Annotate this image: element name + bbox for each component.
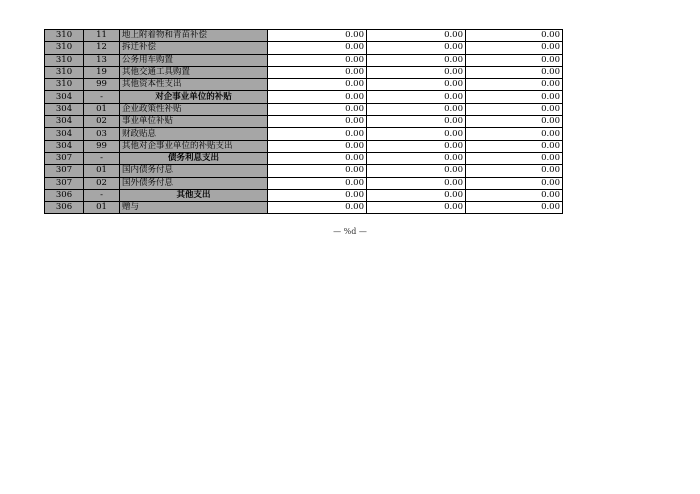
class-code-cell: 304 xyxy=(45,116,84,128)
amount-cell-1: 0.00 xyxy=(268,202,367,214)
item-name-cell: 拆迁补偿 xyxy=(120,42,268,54)
item-code-cell: 02 xyxy=(84,116,120,128)
item-name-cell: 公务用车购置 xyxy=(120,54,268,66)
item-code-cell: 13 xyxy=(84,54,120,66)
amount-cell-2: 0.00 xyxy=(367,152,466,164)
table-row xyxy=(45,54,563,66)
item-code-cell: 99 xyxy=(84,79,120,91)
table-row xyxy=(45,202,563,214)
table-row xyxy=(45,66,563,78)
item-code-cell: - xyxy=(84,91,120,103)
amount-cell-3: 0.00 xyxy=(466,66,563,78)
amount-cell-2: 0.00 xyxy=(367,140,466,152)
budget-table xyxy=(44,29,563,214)
amount-cell-2: 0.00 xyxy=(367,103,466,115)
item-name-cell: 其他支出 xyxy=(120,189,268,201)
amount-cell-1: 0.00 xyxy=(268,165,367,177)
item-name-cell: 地上附着物和青苗补偿 xyxy=(120,30,268,42)
class-code-cell: 310 xyxy=(45,66,84,78)
class-code-cell: 306 xyxy=(45,202,84,214)
item-code-cell: 02 xyxy=(84,177,120,189)
class-code-cell: 307 xyxy=(45,152,84,164)
class-code-cell: 306 xyxy=(45,189,84,201)
amount-cell-2: 0.00 xyxy=(367,202,466,214)
item-name-cell: 债务利息支出 xyxy=(120,152,268,164)
class-code-cell: 304 xyxy=(45,91,84,103)
item-code-cell: 19 xyxy=(84,66,120,78)
table-row xyxy=(45,128,563,140)
item-code-cell: 12 xyxy=(84,42,120,54)
amount-cell-1: 0.00 xyxy=(268,140,367,152)
item-name-cell: 事业单位补贴 xyxy=(120,116,268,128)
class-code-cell: 307 xyxy=(45,177,84,189)
item-code-cell: 01 xyxy=(84,202,120,214)
class-code-cell: 310 xyxy=(45,54,84,66)
item-name-cell: 赠与 xyxy=(120,202,268,214)
amount-cell-1: 0.00 xyxy=(268,30,367,42)
amount-cell-3: 0.00 xyxy=(466,30,563,42)
item-code-cell: - xyxy=(84,152,120,164)
table-row xyxy=(45,177,563,189)
amount-cell-2: 0.00 xyxy=(367,42,466,54)
amount-cell-3: 0.00 xyxy=(466,189,563,201)
class-code-cell: 310 xyxy=(45,79,84,91)
table-row xyxy=(45,42,563,54)
table-row xyxy=(45,189,563,201)
amount-cell-2: 0.00 xyxy=(367,177,466,189)
table-row xyxy=(45,116,563,128)
amount-cell-2: 0.00 xyxy=(367,66,466,78)
amount-cell-1: 0.00 xyxy=(268,152,367,164)
table-row xyxy=(45,140,563,152)
item-code-cell: - xyxy=(84,189,120,201)
amount-cell-1: 0.00 xyxy=(268,42,367,54)
amount-cell-1: 0.00 xyxy=(268,189,367,201)
amount-cell-2: 0.00 xyxy=(367,30,466,42)
amount-cell-1: 0.00 xyxy=(268,54,367,66)
amount-cell-2: 0.00 xyxy=(367,189,466,201)
class-code-cell: 307 xyxy=(45,165,84,177)
amount-cell-3: 0.00 xyxy=(466,165,563,177)
amount-cell-1: 0.00 xyxy=(268,116,367,128)
item-name-cell: 企业政策性补贴 xyxy=(120,103,268,115)
amount-cell-1: 0.00 xyxy=(268,177,367,189)
amount-cell-3: 0.00 xyxy=(466,103,563,115)
table-row xyxy=(45,165,563,177)
class-code-cell: 304 xyxy=(45,103,84,115)
item-code-cell: 03 xyxy=(84,128,120,140)
amount-cell-2: 0.00 xyxy=(367,165,466,177)
class-code-cell: 310 xyxy=(45,30,84,42)
class-code-cell: 304 xyxy=(45,140,84,152)
amount-cell-2: 0.00 xyxy=(367,79,466,91)
amount-cell-2: 0.00 xyxy=(367,91,466,103)
item-name-cell: 对企事业单位的补贴 xyxy=(120,91,268,103)
item-code-cell: 01 xyxy=(84,103,120,115)
item-name-cell: 其他交通工具购置 xyxy=(120,66,268,78)
amount-cell-3: 0.00 xyxy=(466,128,563,140)
table-row xyxy=(45,79,563,91)
amount-cell-3: 0.00 xyxy=(466,140,563,152)
item-code-cell: 99 xyxy=(84,140,120,152)
table-body xyxy=(45,30,563,214)
amount-cell-1: 0.00 xyxy=(268,66,367,78)
amount-cell-3: 0.00 xyxy=(466,79,563,91)
class-code-cell: 304 xyxy=(45,128,84,140)
item-name-cell: 国外债务付息 xyxy=(120,177,268,189)
item-name-cell: 国内债务付息 xyxy=(120,165,268,177)
item-code-cell: 01 xyxy=(84,165,120,177)
amount-cell-3: 0.00 xyxy=(466,152,563,164)
page-number: — %d — xyxy=(333,227,367,236)
item-name-cell: 其他对企事业单位的补贴支出 xyxy=(120,140,268,152)
table-row xyxy=(45,152,563,164)
amount-cell-2: 0.00 xyxy=(367,116,466,128)
amount-cell-3: 0.00 xyxy=(466,116,563,128)
amount-cell-2: 0.00 xyxy=(367,128,466,140)
amount-cell-1: 0.00 xyxy=(268,103,367,115)
amount-cell-3: 0.00 xyxy=(466,91,563,103)
item-code-cell: 11 xyxy=(84,30,120,42)
table-row xyxy=(45,91,563,103)
amount-cell-3: 0.00 xyxy=(466,54,563,66)
amount-cell-1: 0.00 xyxy=(268,128,367,140)
amount-cell-3: 0.00 xyxy=(466,202,563,214)
amount-cell-3: 0.00 xyxy=(466,42,563,54)
item-name-cell: 其他资本性支出 xyxy=(120,79,268,91)
item-name-cell: 财政贴息 xyxy=(120,128,268,140)
amount-cell-3: 0.00 xyxy=(466,177,563,189)
amount-cell-2: 0.00 xyxy=(367,54,466,66)
table-row xyxy=(45,103,563,115)
amount-cell-1: 0.00 xyxy=(268,79,367,91)
amount-cell-1: 0.00 xyxy=(268,91,367,103)
table-row xyxy=(45,30,563,42)
class-code-cell: 310 xyxy=(45,42,84,54)
